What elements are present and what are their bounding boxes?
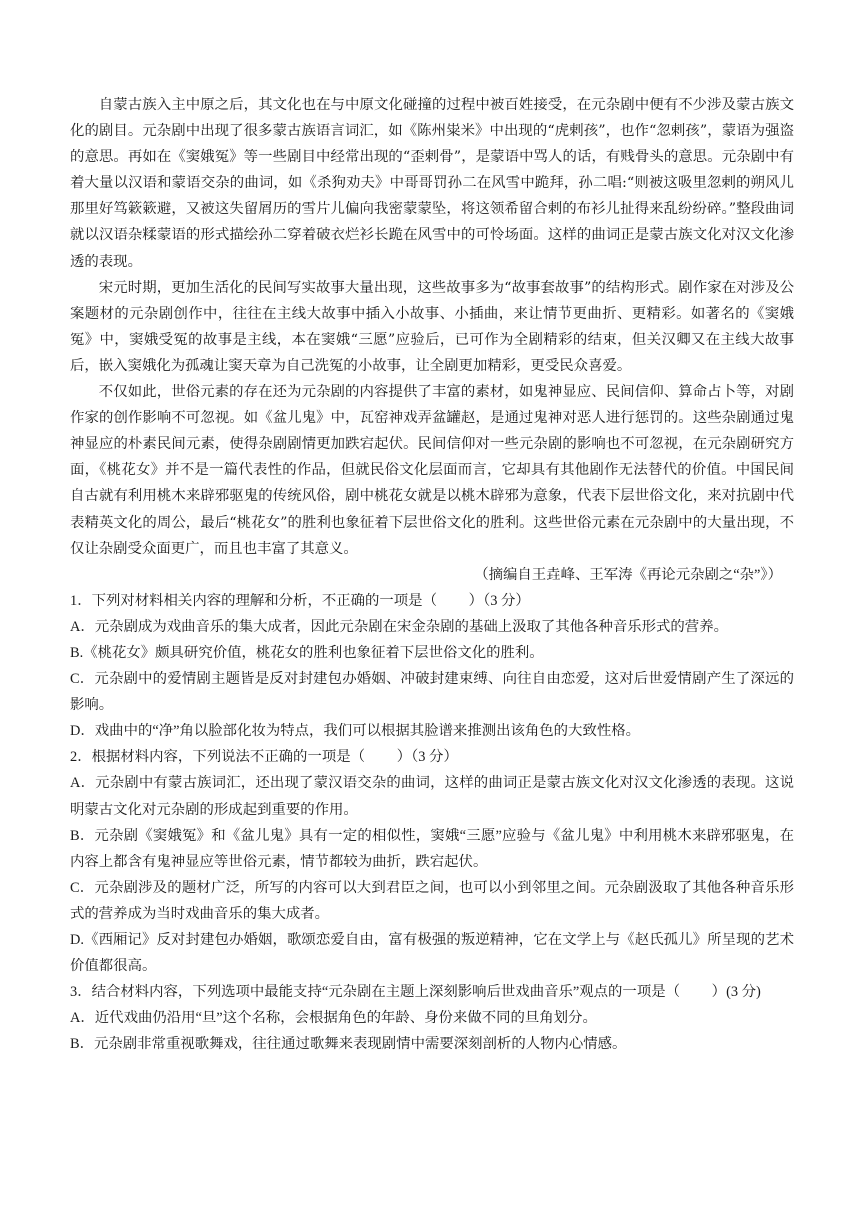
question-3-option-b: B．元杂剧非常重视歌舞戏，往往通过歌舞来表现剧情中需要深刻剖析的人物内心情感。: [70, 1036, 627, 1053]
question-2-stem-post: ）（3 分）: [396, 749, 458, 766]
question-1: [70, 588, 794, 745]
question-1-option-a: A．元杂剧成为戏曲音乐的集大成者，因此元杂剧在宋金杂剧的基础上汲取了其他各种音乐形式的营养。: [70, 618, 728, 635]
question-3-stem-post: ）(3 分): [711, 984, 761, 1001]
question-2-stem: [70, 744, 794, 770]
passage-paragraph-1: 自蒙古族入主中原之后，其文化也在与中原文化碰撞的过程中被百姓接受，在元杂剧中便有不少涉及蒙古族文化的剧目。元杂剧中出现了很多蒙古族语言词汇，如《陈州粜米》中出现的“虎剌孩”，也作“忽剌孩”，蒙语为强盗的意思。再如在《窦娥冤》等一些剧目中经常出现的“歪剌骨”，是蒙语中骂人的话，有贱骨头的意思。元杂剧中有着大量以汉语和蒙语交杂的曲词，如《杀狗劝夫》中哥哥罚孙二在风雪中跪拜，孙二唱:“则被这吸里忽剌的朔风儿那里好笃簌簌避，又被这失留屑历的雪片儿偏向我密蒙蒙坠，将这领希留合剌的布衫儿扯得来乱纷纷碎。”整段曲词就以汉语杂糅蒙语的形式描绘孙二穿着破衣烂衫长跪在风雪中的可怜场面。这样的曲词正是蒙古族文化对汉文化渗透的表现。: [70, 97, 794, 270]
passage-paragraph-2: 宋元时期，更加生活化的民间写实故事大量出现，这些故事多为“故事套故事”的结构形式。剧作家在对涉及公案题材的元杂剧创作中，往往在主线大故事中插入小故事、小插曲，来让情节更曲折、更精彩。如著名的《窦娥冤》中，窦娥受冤的故事是主线，本在窦娥“三愿”应验后，已可作为全剧精彩的结束，但关汉卿又在主线大故事后，嵌入窦娥化为孤魂让窦天章为自己洗冤的小故事，让全剧更加精彩，更受民众喜爱。: [70, 279, 794, 374]
question-2: [70, 744, 794, 979]
question-1-option-b: B.《桃花女》颇具研究价值，桃花女的胜利也象征着下层世俗文化的胜利。: [70, 644, 544, 661]
passage-paragraph-3: 不仅如此，世俗元素的存在还为元杂剧的内容提供了丰富的素材，如鬼神显应、民间信仰、算命占卜等，对剧作家的创作影响不可忽视。如《盆儿鬼》中，瓦窑神戏弄盆罐赵，是通过鬼神对恶人进行惩罚的。这些杂剧通过鬼神显应的朴素民间元素，使得杂剧剧情更加跌宕起伏。民间信仰对一些元杂剧的影响也不可忽视，在元杂剧研究方面，《桃花女》并不是一篇代表性的作品，但就民俗文化层面而言，它却具有其他剧作无法替代的价值。中国民间自古就有利用桃木来辟邪驱鬼的传统风俗，剧中桃花女就是以桃木辟邪为意象，代表下层世俗文化，来对抗剧中代表精英文化的周公，最后“桃花女”的胜利也象征着下层世俗文化的胜利。这些世俗元素在元杂剧中的大量出现，不仅让杂剧受众面更广，而且也丰富了其意义。: [70, 384, 794, 557]
question-3-stem-pre: 3．结合材料内容，下列选项中最能支持“元杂剧在主题上深刻影响后世戏曲音乐”观点的一项是（: [70, 984, 680, 1001]
passage-source: （摘编自王垚峰、王军涛《再论元杂剧之“杂”》）: [474, 566, 782, 583]
question-3-stem: [70, 979, 794, 1005]
question-1-stem-post: ）（3 分）: [468, 592, 530, 609]
question-2-option-d: D.《西厢记》反对封建包办婚姻，歌颂恋爱自由，富有极强的叛逆精神，它在文学上与《赵氏孤儿》所呈现的艺术价值都很高。: [70, 932, 794, 975]
question-3-option-a: A．近代戏曲仍沿用“旦”这个名称，会根据角色的年龄、身份来做不同的旦角划分。: [70, 1010, 597, 1027]
question-2-option-a: A．元杂剧中有蒙古族词汇，还出现了蒙汉语交杂的曲词，这样的曲词正是蒙古族文化对汉文化渗透的表现。这说明蒙古文化对元杂剧的形成起到重要的作用。: [70, 775, 794, 818]
question-3: [70, 979, 794, 1057]
question-1-option-c: C．元杂剧中的爱情剧主题皆是反对封建包办婚姻、冲破封建束缚、向往自由恋爱，这对后世爱情剧产生了深远的影响。: [70, 671, 794, 714]
question-1-stem: [70, 588, 794, 614]
question-2-stem-pre: 2．根据材料内容，下列说法不正确的一项是（: [70, 749, 366, 766]
question-2-option-b: B．元杂剧《窦娥冤》和《盆儿鬼》具有一定的相似性，窦娥“三愿”应验与《盆儿鬼》中利用桃木来辟邪驱鬼，在内容上都含有鬼神显应等世俗元素，情节都较为曲折，跌宕起伏。: [70, 827, 794, 870]
question-1-option-d: D．戏曲中的“净”角以脸部化妆为特点，我们可以根据其脸谱来推测出该角色的大致性格。: [70, 723, 641, 740]
question-1-stem-pre: 1．下列对材料相关内容的理解和分析，不正确的一项是（: [70, 592, 437, 609]
document-page: [70, 92, 794, 1057]
question-2-option-c: C．元杂剧涉及的题材广泛，所写的内容可以大到君臣之间，也可以小到邻里之间。元杂剧汲取了其他各种音乐形式的营养成为当时戏曲音乐的集大成者。: [70, 879, 794, 922]
